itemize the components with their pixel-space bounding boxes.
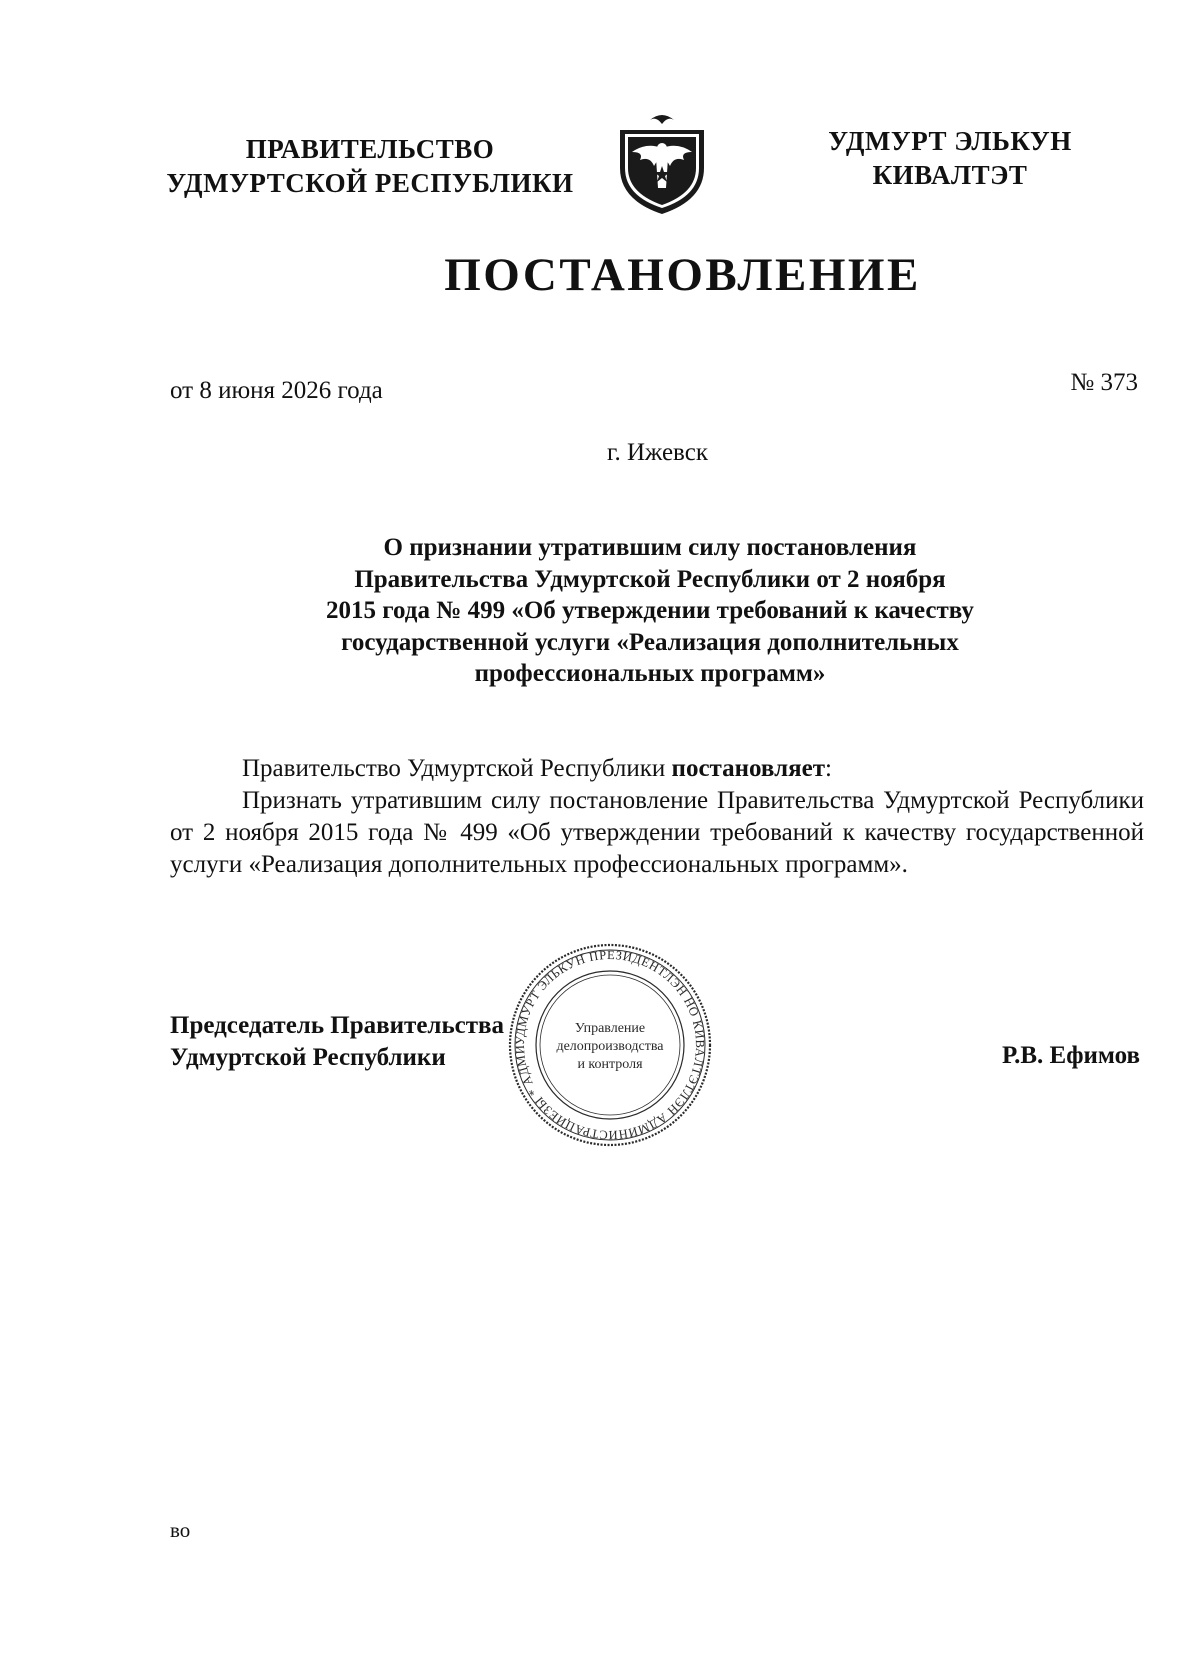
- signature-title: [170, 1010, 504, 1074]
- signature-title-line-1: Председатель Правительства: [170, 1012, 505, 1039]
- header-right-line-2: КИВАЛТЭТ: [872, 160, 1028, 190]
- seal-outer-text: УДМУРТ ЭЛЬКУН ПРЕЗИДЕНТЛЭН НО КИВАЛТЭТЛЭН АДМИНИСТРАЦИЕЗЫ * АДМИ: [512, 947, 708, 1143]
- footer-code: во: [170, 1518, 191, 1542]
- document-title: [240, 532, 1060, 690]
- official-stamp-seal: [505, 940, 715, 1150]
- body-intro-end: :: [825, 755, 832, 782]
- header-left-title: [150, 132, 590, 200]
- seal-center-line-2: делопроизводства: [556, 1039, 664, 1054]
- header-right-line-1: УДМУРТ ЭЛЬКУН: [828, 126, 1072, 156]
- document-city: г. Ижевск: [607, 439, 708, 466]
- title-line-1: О признании утратившим силу постановления: [383, 534, 917, 561]
- udmurt-coat-of-arms-icon: [610, 108, 714, 218]
- title-line-3: 2015 года № 499 «Об утверждении требований к качеству: [326, 597, 974, 624]
- seal-center-line-3: и контроля: [577, 1057, 643, 1072]
- title-line-2: Правительства Удмуртской Республики от 2 ноября: [354, 565, 946, 593]
- document-body: [170, 753, 1144, 881]
- signatory-name: Р.В. Ефимов: [1001, 1042, 1140, 1069]
- seal-center-line-1: Управление: [574, 1021, 646, 1036]
- header-right-title: [800, 124, 1100, 192]
- document-number: № 373: [1070, 369, 1138, 396]
- body-intro-verb: постановляет: [671, 755, 826, 782]
- title-line-5: профессиональных программ»: [474, 660, 826, 687]
- title-line-4: государственной услуги «Реализация дополнительных: [341, 628, 959, 656]
- body-intro-paragraph: [170, 753, 1144, 785]
- document-date: от 8 июня 2026 года: [170, 377, 383, 404]
- document-type-heading: ПОСТАНОВЛЕНИЕ: [444, 249, 921, 301]
- header-left-line-2: УДМУРТСКОЙ РЕСПУБЛИКИ: [166, 168, 574, 198]
- body-main-paragraph: Признать утратившим силу постановление Правительства Удмуртской Республики от 2 ноября 2015 года № 499 «Об утверждении требований к качеству государственной услуги «Реализация дополнительных профессиональных программ».: [170, 787, 1144, 878]
- body-intro-text: Правительство Удмуртской Республики: [242, 755, 672, 782]
- signature-title-line-2: Удмуртской Республики: [170, 1044, 446, 1071]
- header-left-line-1: ПРАВИТЕЛЬСТВО: [245, 134, 495, 164]
